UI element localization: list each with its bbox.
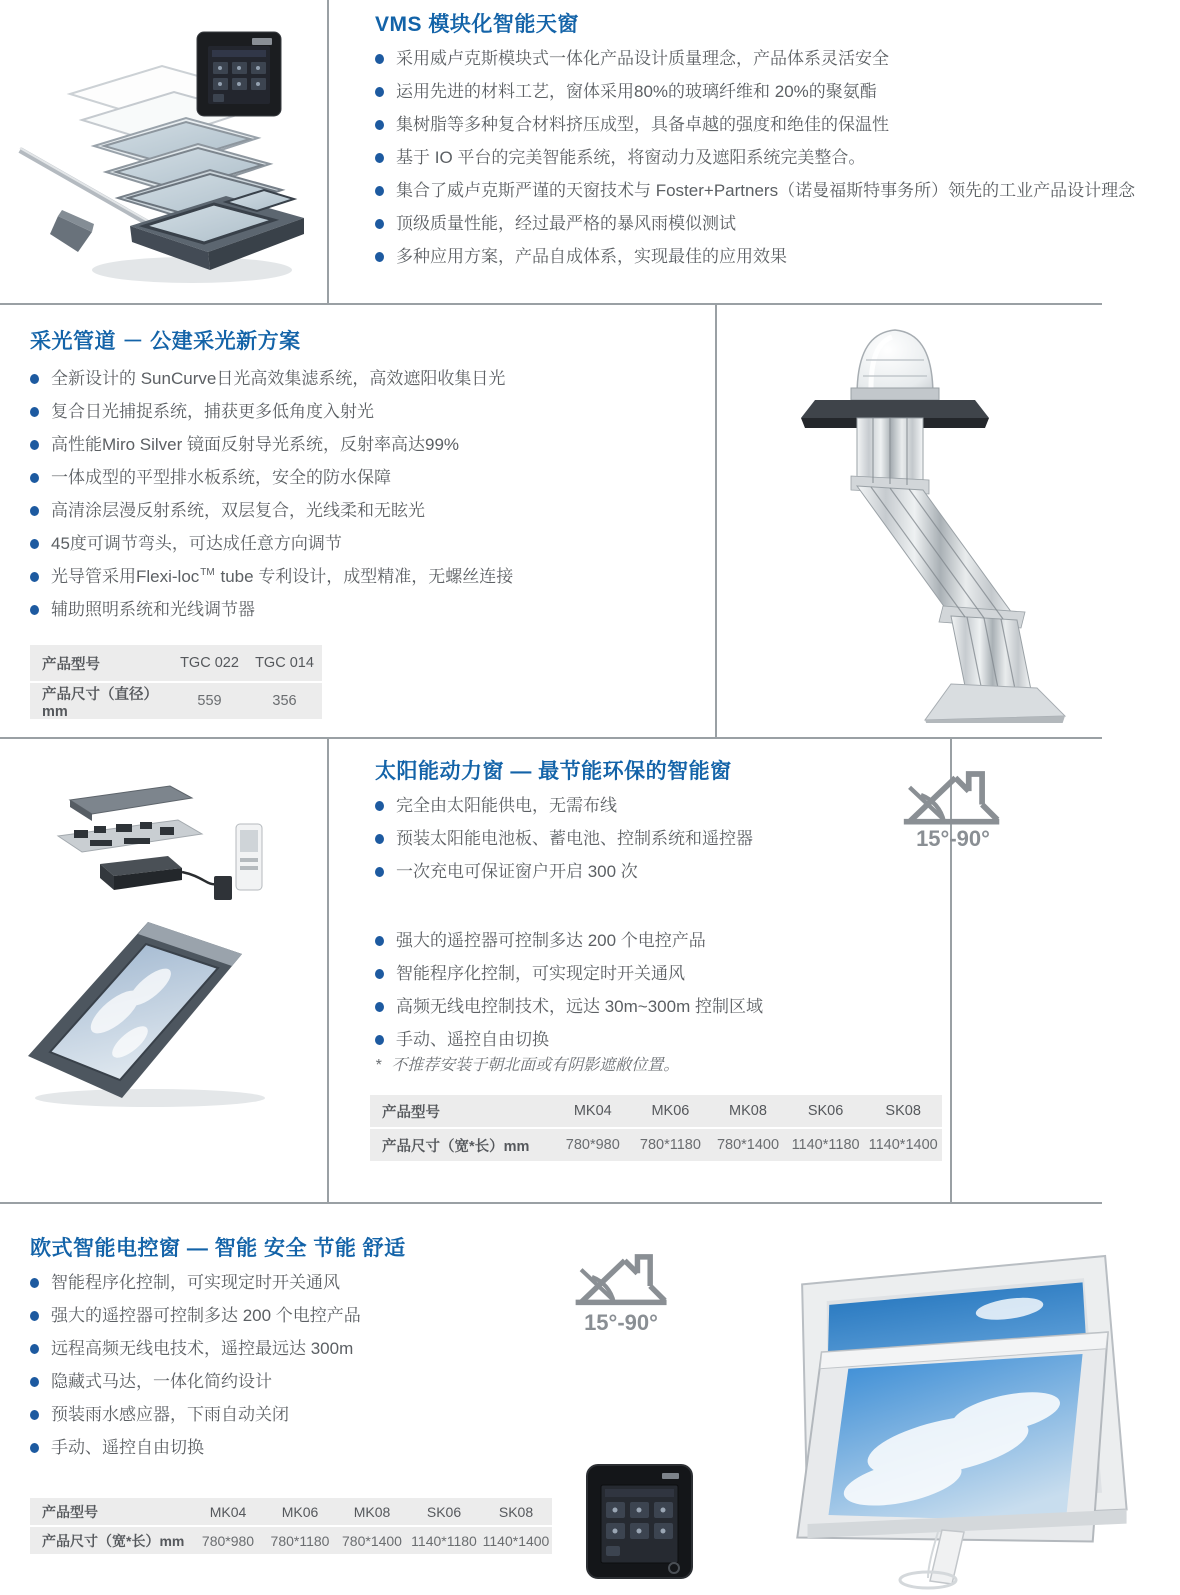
table-cell: MK06	[281, 1503, 319, 1520]
divider-horizontal-1	[0, 303, 1102, 305]
table-cell: 780*980	[565, 1137, 620, 1153]
table-cell: 559	[197, 693, 222, 709]
bullet-dot-icon	[375, 867, 384, 877]
bullet-text: 隐藏式马达，一体化简约设计	[51, 1372, 272, 1391]
table-cell: MK04	[209, 1503, 247, 1520]
solar-window-image	[20, 772, 320, 1107]
solar-spec-table	[370, 1095, 942, 1161]
solar-footnote	[375, 1052, 679, 1075]
table-cell: SK06	[426, 1503, 462, 1520]
bullet-dot-icon	[30, 1377, 39, 1387]
table-cell: TGC 022	[180, 655, 239, 671]
bullet-text: 采用威卢克斯模块式一体化产品设计质量理念，产品体系灵活安全	[396, 49, 889, 68]
solar-bullet-list-a	[375, 795, 895, 894]
list-item	[30, 1437, 550, 1458]
list-item	[375, 213, 1175, 234]
list-item	[30, 401, 690, 422]
table-cell: 1140*1400	[868, 1137, 938, 1153]
bullet-dot-icon	[30, 1278, 39, 1288]
bullet-text: 完全由太阳能供电，无需布线	[396, 796, 617, 815]
remote-control-image	[582, 1460, 697, 1585]
roof-window-image	[742, 1212, 1180, 1592]
bullet-dot-icon	[30, 605, 39, 615]
table-cell: 780*980	[201, 1532, 255, 1549]
list-item	[375, 828, 895, 849]
trademark-sup: TM	[200, 567, 215, 579]
column-header: 产品型号	[42, 1503, 98, 1520]
list-item	[30, 1404, 550, 1425]
column-header: 产品型号	[42, 656, 100, 673]
section-title-vms: VMS 模块化智能天窗	[375, 13, 579, 36]
section-title-tube: 采光管道 － 公建采光新方案	[30, 330, 301, 353]
list-item	[375, 963, 935, 984]
bullet-dot-icon	[375, 801, 384, 811]
table-row	[30, 645, 322, 681]
bullet-text	[51, 566, 513, 587]
divider-vertical-1	[327, 0, 329, 303]
bullet-dot-icon	[30, 374, 39, 384]
bullet-dot-icon	[30, 1311, 39, 1321]
bullet-text: 高性能Miro Silver 镜面反射导光系统，反射率高达99%	[51, 435, 460, 454]
bullet-dot-icon	[30, 1410, 39, 1420]
flexi-pre: 光导管采用Flexi-loc	[51, 567, 200, 586]
list-item	[30, 434, 690, 455]
footnote-text: 不推荐安装于朝北面或有阴影遮敝位置。	[391, 1057, 680, 1074]
bullet-text: 手动、遥控自由切换	[396, 1030, 549, 1049]
table-cell: TGC 014	[255, 655, 314, 671]
footnote-asterisk: *	[375, 1057, 382, 1074]
vms-product-image	[12, 12, 317, 297]
tube-spec-table	[30, 645, 322, 719]
list-item	[375, 246, 1175, 267]
bullet-text: 高清涂层漫反射系统，双层复合，光线柔和无眩光	[51, 501, 425, 520]
bullet-text: 集合了威卢克斯严谨的天窗技术与 Foster+Partners（诺曼福斯特事务所）领先的工业产品设计理念	[396, 181, 1136, 200]
table-cell: MK08	[353, 1503, 391, 1520]
bullet-text: 手动、遥控自由切换	[51, 1438, 204, 1457]
bullet-text: 45度可调节弯头，可达成任意方向调节	[51, 534, 342, 553]
divider-vertical-2	[715, 303, 717, 737]
table-cell: 356	[272, 693, 297, 709]
tube-bullet-list	[30, 368, 690, 632]
bullet-dot-icon	[30, 572, 39, 582]
bullet-text: 强大的遥控器可控制多达 200 个电控产品	[51, 1306, 361, 1325]
list-item	[375, 48, 1175, 69]
bullet-dot-icon	[30, 506, 39, 516]
table-cell: 780*1180	[639, 1137, 701, 1153]
list-item	[375, 114, 1175, 135]
bullet-dot-icon	[30, 1344, 39, 1354]
bullet-text: 一体成型的平型排水板系统，安全的防水保障	[51, 468, 391, 487]
table-cell: 1140*1180	[411, 1532, 477, 1549]
roof-pitch-icon	[900, 762, 1005, 826]
vms-bullet-list	[375, 48, 1175, 279]
table-cell: 780*1180	[270, 1532, 330, 1549]
bullet-text: 高频无线电控制技术，远达 30m~300m 控制区域	[396, 997, 763, 1016]
bullet-dot-icon	[375, 1002, 384, 1012]
sun-tunnel-image	[745, 318, 1165, 723]
bullet-dot-icon	[375, 252, 384, 262]
table-row	[30, 1498, 552, 1525]
table-row	[30, 683, 322, 719]
bullet-text: 一次充电可保证窗户开启 300 次	[396, 862, 638, 881]
list-item	[375, 996, 935, 1017]
flexi-post: tube 专利设计，成型精准，无螺丝连接	[215, 567, 514, 586]
list-item	[30, 599, 690, 620]
list-item	[30, 368, 690, 389]
euro-spec-table	[30, 1498, 552, 1554]
bullet-text: 基于 IO 平台的完美智能系统，将窗动力及遮阳系统完美整合。	[396, 148, 866, 167]
bullet-dot-icon	[30, 539, 39, 549]
bullet-dot-icon	[375, 969, 384, 979]
table-cell: SK06	[807, 1103, 844, 1119]
list-item	[30, 1272, 550, 1293]
divider-horizontal-2	[0, 737, 1102, 739]
list-item	[30, 467, 690, 488]
table-cell: MK06	[651, 1103, 690, 1119]
bullet-text: 顶级质量性能，经过最严格的暴风雨模似测试	[396, 214, 736, 233]
bullet-text: 运用先进的材料工艺，窗体采用80%的玻璃纤维和 20%的聚氨酯	[396, 82, 877, 101]
table-cell: 780*1400	[342, 1532, 402, 1549]
bullet-dot-icon	[375, 834, 384, 844]
bullet-dot-icon	[375, 219, 384, 229]
list-item	[375, 930, 935, 951]
list-item	[375, 1029, 935, 1050]
bullet-text: 智能程序化控制，可实现定时开关通风	[51, 1273, 340, 1292]
bullet-text: 预装雨水感应器，下雨自动关闭	[51, 1405, 289, 1424]
row-label: 产品尺寸（宽*长）mm	[42, 1532, 185, 1549]
table-cell: 780*1400	[716, 1137, 780, 1153]
table-row	[370, 1129, 942, 1161]
control-pad-icon	[197, 32, 281, 116]
table-row	[30, 1527, 552, 1554]
solar-bullet-list-b	[375, 930, 935, 1062]
bullet-dot-icon	[30, 440, 39, 450]
table-cell: MK08	[729, 1103, 767, 1119]
bullet-dot-icon	[30, 1443, 39, 1453]
divider-vertical-3	[327, 737, 329, 1202]
table-row	[370, 1095, 942, 1127]
section-title-solar: 太阳能动力窗 — 最节能环保的智能窗	[375, 760, 732, 783]
bullet-dot-icon	[30, 473, 39, 483]
list-item	[30, 1305, 550, 1326]
list-item	[375, 180, 1175, 201]
bullet-dot-icon	[375, 87, 384, 97]
column-header: 产品型号	[382, 1104, 440, 1121]
bullet-dot-icon	[375, 54, 384, 64]
divider-horizontal-3	[0, 1202, 1102, 1204]
bullet-dot-icon	[375, 936, 384, 946]
table-cell: 1140*1180	[791, 1137, 860, 1153]
list-item	[30, 1371, 550, 1392]
bullet-dot-icon	[375, 1035, 384, 1045]
bullet-text: 集树脂等多种复合材料挤压成型，具备卓越的强度和绝佳的保温性	[396, 115, 889, 134]
roof-pitch-icon	[572, 1245, 672, 1307]
bullet-text: 强大的遥控器可控制多达 200 个电控产品	[396, 931, 706, 950]
roof-pitch-range-label: 15°-90°	[584, 1310, 658, 1335]
bullet-text: 复合日光捕捉系统，捕获更多低角度入射光	[51, 402, 374, 421]
bullet-dot-icon	[375, 186, 384, 196]
row-label: 产品尺寸（宽*长）mm	[382, 1138, 530, 1155]
bullet-text: 多种应用方案，产品自成体系，实现最佳的应用效果	[396, 247, 787, 266]
list-item	[375, 861, 895, 882]
roof-pitch-range-label: 15°-90°	[916, 826, 990, 851]
euro-bullet-list	[30, 1272, 550, 1470]
list-item	[375, 147, 1175, 168]
list-item	[30, 533, 690, 554]
table-cell: SK08	[885, 1103, 921, 1119]
list-item	[30, 1338, 550, 1359]
bullet-text: 智能程序化控制，可实现定时开关通风	[396, 964, 685, 983]
bullet-text: 远程高频无线电技术，遥控最远达 300m	[51, 1339, 354, 1358]
bullet-text: 辅助照明系统和光线调节器	[51, 600, 255, 619]
table-cell: SK08	[498, 1503, 534, 1520]
list-item	[375, 795, 895, 816]
section-title-euro: 欧式智能电控窗 — 智能 安全 节能 舒适	[30, 1237, 406, 1260]
list-item	[30, 566, 690, 587]
bullet-text: 全新设计的 SunCurve日光高效集滤系统，高效遮阳收集日光	[51, 369, 506, 388]
row-label: 产品尺寸（直径）mm	[42, 686, 158, 720]
bullet-dot-icon	[30, 407, 39, 417]
list-item	[375, 81, 1175, 102]
bullet-dot-icon	[375, 120, 384, 130]
table-cell: 1140*1400	[482, 1532, 550, 1549]
bullet-text: 预装太阳能电池板、蓄电池、控制系统和遥控器	[396, 829, 753, 848]
list-item	[30, 500, 690, 521]
table-cell: MK04	[573, 1103, 612, 1119]
bullet-dot-icon	[375, 153, 384, 163]
